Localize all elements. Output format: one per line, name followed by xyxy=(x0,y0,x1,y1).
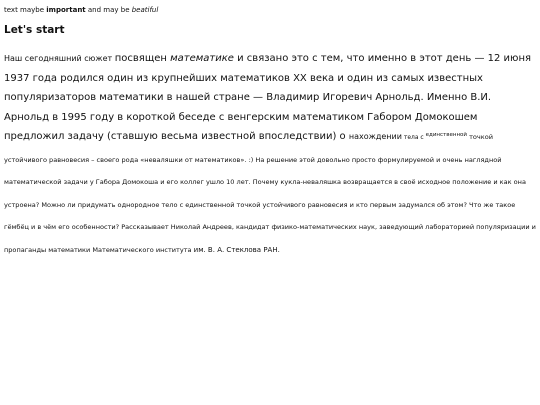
text-edinstvennoy: единственной xyxy=(425,132,467,139)
page-title: Let's start xyxy=(4,24,65,36)
intro-bold: important xyxy=(46,6,86,14)
text-posvyashen: посвящен xyxy=(114,53,171,64)
intro-pre: text maybe xyxy=(4,6,47,14)
intro-line xyxy=(4,5,536,15)
text-nahozhdenii: нахождении xyxy=(348,132,402,142)
intro-mid: and may be xyxy=(85,6,132,14)
text-tela: тела с xyxy=(401,134,426,142)
text-matematike: математике xyxy=(170,53,234,64)
text-steklov: им. В. А. Стеклова РАН. xyxy=(193,245,280,254)
text-small-body: точкой устойчивого равновесия – своего рода «неваляшки от математиков». :) На решение этой довольно просто формулируемой и очень наглядной математической задачи у Габора Домокоша и его коллег ушло 10 лет. Почему кукла-неваляшка возвращается в своё исходное положение и как она устроена? Можно ли придумать однородное тело с единственной точкой устойчивого равновесия и кто первым задумался об этом? Что же такое гёмбёц и в чём его особенности? Рассказывает Николай Андреев, кандидат физико-математических наук, заведующий лабораторией популяризации и пропаганды математики Математического института xyxy=(4,133,536,254)
intro-italic: beatiful xyxy=(131,6,159,14)
word-nash: Наш xyxy=(4,54,23,63)
article-paragraph xyxy=(4,46,536,259)
text-main-body: и связано это с тем, что именно в этот день — 12 июня 1937 года родился один из крупнейших математиков XX века и один из самых известных популяризаторов математики в нашей стране — Владимир Игоревич Арнольд. Именно В.И. Арнольд в 1995 году в короткой беседе с венгерским математиком Габором Домокошем предложил задачу (ставшую весьма известной впоследствии) о xyxy=(4,53,531,143)
text-segodnya: сегодняшний сюжет xyxy=(22,54,115,63)
